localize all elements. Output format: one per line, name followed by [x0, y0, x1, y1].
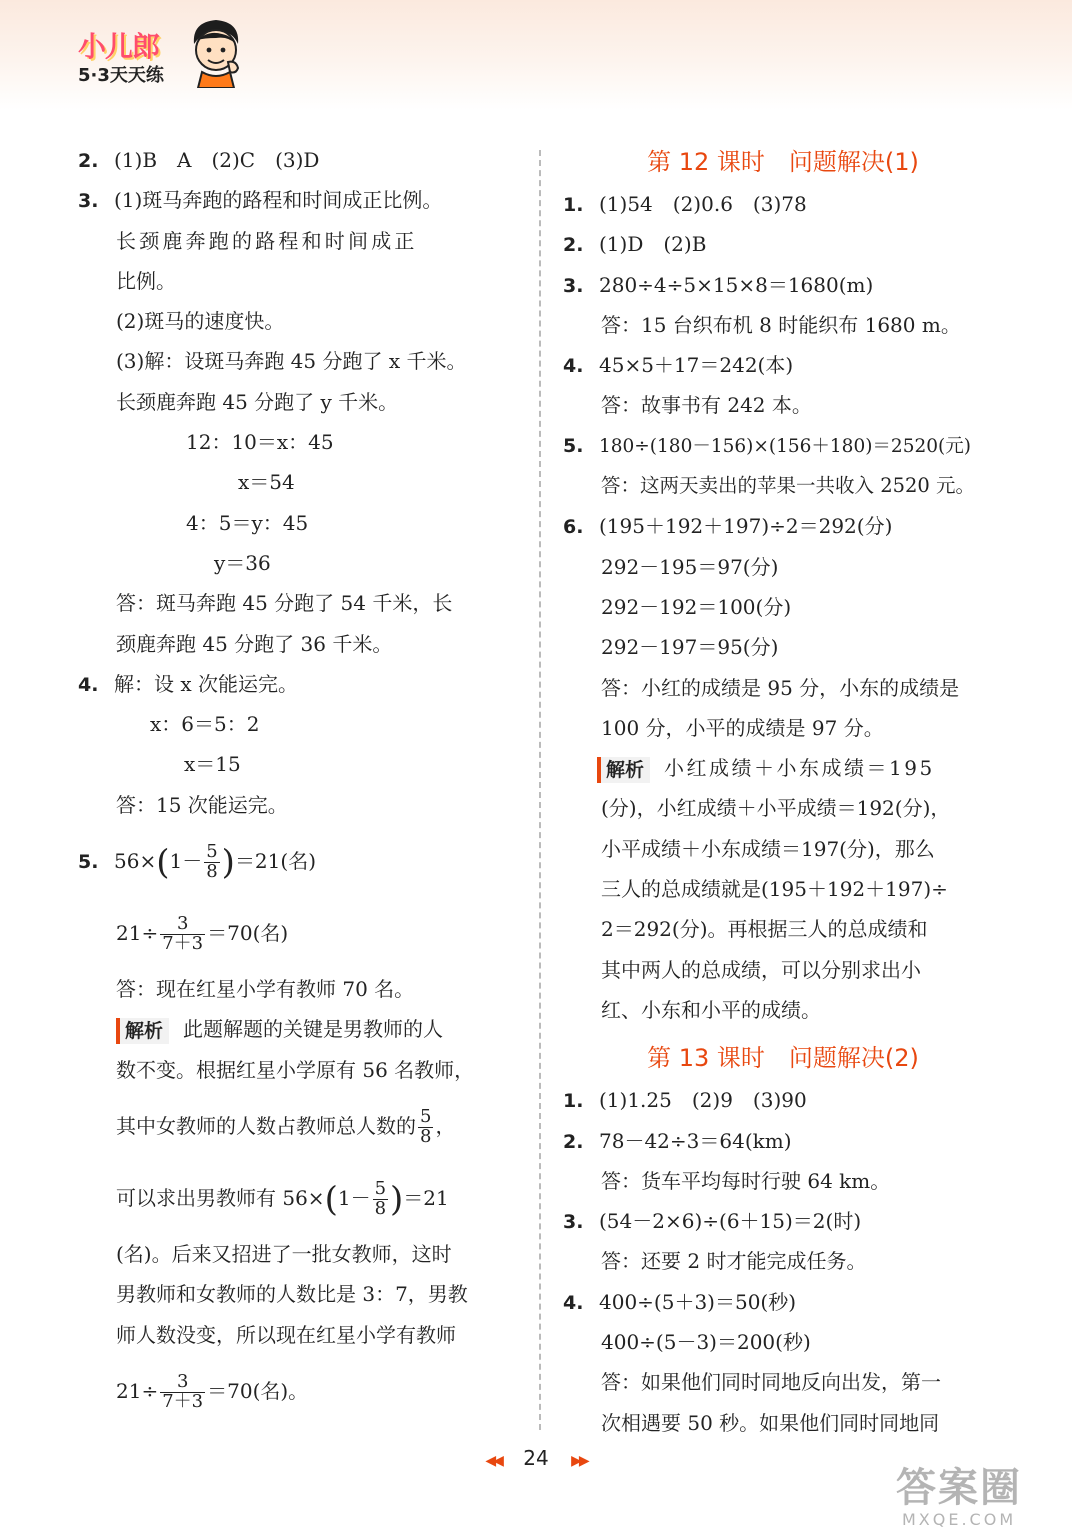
answer-4-answer-1: 答：如果他们同时同地反向出发，第一	[601, 1370, 941, 1395]
equation: x＝15	[184, 752, 241, 777]
equation: 292－195＝97(分)	[601, 554, 779, 579]
analysis-line-7: 红、小东和小平的成绩。	[601, 997, 821, 1022]
prev-arrows-icon: ◀◀	[485, 1453, 501, 1469]
answer-5-equation-1: 5. 56×(1－ $\frac{5}{8}$ )＝21(名)	[78, 825, 518, 897]
analysis-line-3: 小平成绩＋小东成绩＝197(分)，那么	[601, 836, 935, 861]
analysis-line-5: (名)。后来又招进了一批女教师，这时	[116, 1241, 452, 1266]
fraction: $\frac{5}{8}$	[206, 841, 218, 883]
answer-5-equation: 5. 180÷(180－156)×(156＋180)＝2520(元)	[563, 426, 1003, 466]
section-title-13: 第 13 课时 问题解决(2)	[647, 1044, 919, 1073]
answer-1: 1. (1)1.25 (2)9 (3)90	[563, 1080, 1003, 1120]
equation: x＝54	[238, 470, 295, 495]
analysis-line-6: 男教师和女教师的人数比是 3：7，男教	[116, 1282, 468, 1307]
analysis-tag: 解析	[116, 1018, 169, 1044]
question-number: 1.	[563, 1090, 584, 1113]
question-number: 4.	[78, 673, 99, 696]
answer-3-line-2: 长颈鹿奔跑的路程和时间成正	[116, 228, 418, 253]
watermark-url: MXQE.COM	[902, 1510, 1017, 1529]
answer-6-answer-1: 答：小红的成绩是 95 分，小东的成绩是	[601, 675, 960, 700]
question-number: 1.	[563, 194, 584, 216]
answer-3-answer: 答：15 台织布机 8 时能织布 1680 m。	[601, 312, 961, 337]
right-column	[563, 140, 1003, 1443]
analysis-line-2: (分)，小红成绩＋小平成绩＝192(分)，	[601, 796, 951, 821]
answer-3-equation: 3. 280÷4÷5×15×8＝1680(m)	[563, 265, 1003, 305]
analysis-line-5: 2＝292(分)。再根据三人的总成绩和	[601, 917, 928, 942]
section-title-12: 第 12 课时 问题解决(1)	[647, 148, 919, 176]
answer-6-answer-2: 100 分，小平的成绩是 97 分。	[601, 715, 884, 740]
answer-4-line-4: 答：15 次能运完。	[116, 792, 288, 817]
answer-2: 2. (1)B A (2)C (3)D	[78, 140, 518, 180]
question-number: 6.	[563, 516, 584, 539]
answer-2: 2. (1)D (2)B	[563, 224, 1003, 264]
question-number: 3.	[563, 1211, 584, 1234]
answer-5-answer: 答：现在红星小学有教师 70 名。	[116, 977, 415, 1002]
answer-4-equation: 4. 45×5＋17＝242(本)	[563, 345, 1003, 385]
answer-5-answer: 答：这两天卖出的苹果一共收入 2520 元。	[601, 474, 976, 498]
answer-4-equation-1: 4. 400÷(5＋3)＝50(秒)	[563, 1282, 1003, 1322]
equation: 292－197＝95(分)	[601, 635, 779, 660]
analysis-line-1: 解析 此题解题的关键是男教师的人	[78, 1009, 518, 1049]
fraction: $\frac{5}{8}$	[374, 1178, 387, 1219]
next-arrows-icon: ▶▶	[571, 1453, 587, 1469]
question-number: 4.	[563, 355, 584, 378]
analysis-line-8: 21÷ $\frac{3}{7+3}$ ＝70(名)。	[116, 1370, 309, 1412]
page-number: 24	[523, 1446, 549, 1470]
answer-3-answer: 答：还要 2 时才能完成任务。	[601, 1249, 867, 1274]
equation: 400÷(5－3)＝200(秒)	[601, 1330, 811, 1355]
answer-4-answer: 答：故事书有 242 本。	[601, 393, 812, 418]
equation: x：6＝5：2	[150, 712, 260, 737]
answer-5-equation-2: 21÷ $\frac{3}{7+3}$ ＝70(名)	[116, 913, 289, 955]
logo-title: 小儿郎	[78, 30, 160, 63]
analysis-tag: 解析	[597, 757, 650, 783]
equation: 292－192＝100(分)	[601, 594, 792, 619]
question-number: 2.	[563, 1130, 584, 1153]
watermark	[896, 1466, 1064, 1532]
answer-1: 1. (1)54 (2)0.6 (3)78	[563, 184, 1003, 224]
answer-2-answer: 答：货车平均每时行驶 64 km。	[601, 1168, 891, 1193]
analysis-line-3: 其中女教师的人数占教师总人数的 $\frac{5}{8}$ ，	[116, 1106, 456, 1147]
analysis-line-4: 可以求出男教师有 56×(1－ $\frac{5}{8}$ )＝21	[116, 1178, 449, 1220]
answer-3-line-5: (3)解：设斑马奔跑 45 分跑了 x 千米。	[116, 349, 467, 374]
equation: 12：10＝x：45	[186, 430, 334, 455]
question-number: 5.	[78, 851, 99, 874]
answer-3-line-6: 长颈鹿奔跑 45 分跑了 y 千米。	[116, 389, 399, 414]
fraction: $\frac{3}{7+3}$	[162, 913, 204, 955]
question-number: 2.	[563, 234, 584, 257]
analysis-line-7: 师人数没变，所以现在红星小学有教师	[116, 1322, 456, 1347]
analysis-line-1: 解析 小红成绩＋小东成绩＝195	[563, 748, 1003, 788]
question-number: 4.	[563, 1291, 584, 1314]
answer-2-equation: 2. 78－42÷3＝64(km)	[563, 1121, 1003, 1161]
answer-6-equation-1: 6. (195＋192＋197)÷2＝292(分)	[563, 506, 1003, 546]
answer-4-answer-2: 次相遇要 50 秒。如果他们同时同地同	[601, 1410, 940, 1435]
analysis-line-6: 其中两人的总成绩，可以分别求出小	[601, 957, 921, 982]
logo-subtitle: 5·3天天练	[78, 65, 164, 86]
question-number: 2.	[78, 150, 99, 172]
answer-3-equation: 3. (54－2×6)÷(6＋15)＝2(时)	[563, 1201, 1003, 1241]
answer-3-line-3: 比例。	[116, 268, 176, 293]
fraction: $\frac{5}{8}$	[420, 1106, 432, 1147]
answer-3-line-11: 答：斑马奔跑 45 分跑了 54 千米，长	[116, 591, 453, 616]
equation: y＝36	[214, 550, 271, 575]
mascot-boy-icon	[188, 16, 244, 88]
brand-logo	[78, 30, 164, 86]
analysis-line-4: 三人的总成绩就是(195＋192＋197)÷	[601, 877, 948, 902]
question-number: 3.	[563, 274, 584, 297]
fraction: $\frac{3}{7+3}$	[162, 1370, 204, 1412]
equation: 4：5＝y：45	[186, 510, 309, 535]
question-number: 5.	[563, 434, 584, 457]
question-number: 3.	[78, 190, 99, 213]
column-divider	[539, 150, 541, 1430]
answer-3-line-1: 3. (1)斑马奔跑的路程和时间成正比例。	[78, 180, 518, 220]
left-column	[78, 140, 518, 1427]
analysis-line-2: 数不变。根据红星小学原有 56 名教师，	[116, 1057, 475, 1082]
watermark-text: 答案圈	[896, 1465, 1022, 1511]
answer-3-line-12: 颈鹿奔跑 45 分跑了 36 千米。	[116, 631, 393, 656]
answer-3-line-4: (2)斑马的速度快。	[116, 309, 285, 334]
answer-4-line-1: 4. 解：设 x 次能运完。	[78, 664, 518, 704]
